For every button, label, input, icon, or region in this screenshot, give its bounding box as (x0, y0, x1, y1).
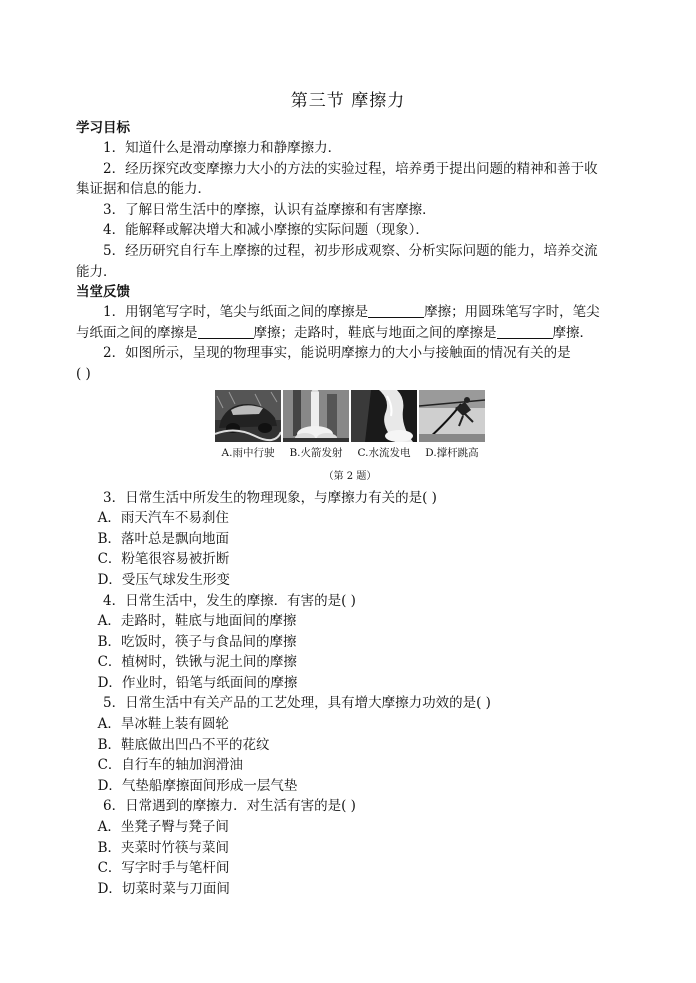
photo-rocket-launch (283, 390, 349, 442)
caption-c: C.水流发电 (357, 446, 411, 459)
question-5-option-b[interactable]: B．鞋底做出凹凸不平的花纹 (97, 736, 270, 753)
question-2-figure (76, 390, 624, 484)
question-4-option-c[interactable]: C．植树时，铁锹与泥土间的摩擦 (97, 654, 297, 671)
question-6-option-d[interactable]: D．切菜时菜与刀面间 (97, 880, 230, 897)
photo-water-flow (351, 390, 417, 442)
question-1-text-b: 摩擦；用圆珠笔写字时，笔尖 (424, 304, 600, 321)
question-1-text-d: 摩擦；走路时，鞋底与地面之间的摩擦是 (253, 324, 497, 341)
answer-blank-2[interactable] (198, 324, 254, 339)
objective-4: 4．能解释或解决增大和减小摩擦的实际问题（现象）． (103, 222, 429, 239)
question-4-option-d[interactable]: D．作业时，铅笔与纸面间的摩擦 (97, 674, 298, 691)
question-3-stem: 3．日常生活中所发生的物理现象，与摩擦力有关的是( ) (103, 489, 437, 506)
question-2-stem: 2．如图所示，呈现的物理事实，能说明摩擦力的大小与接触面的情况有关的是 (103, 345, 571, 362)
objective-2: 2．经历探究改变摩擦力大小的方法的实验过程，培养勇于提出问题的精神和善于收 (103, 160, 598, 177)
answer-blank-1[interactable] (368, 303, 424, 318)
question-6-option-a[interactable]: A．坐凳子臀与凳子间 (97, 819, 229, 836)
objective-1: 1．知道什么是滑动摩擦力和静摩擦力． (103, 140, 342, 156)
caption-b: B.火箭发射 (289, 446, 343, 459)
objective-5-cont: 能力． (76, 263, 117, 280)
question-3-option-c[interactable]: C．粉笔很容易被折断 (97, 551, 230, 568)
question-5-option-c[interactable]: C．自行车的轴加润滑油 (97, 757, 243, 774)
question-1-text-e: 摩擦． (552, 324, 593, 341)
question-5-option-d[interactable]: D．气垫船摩擦面间形成一层气垫 (97, 777, 298, 794)
objective-3: 3．了解日常生活中的摩擦，认识有益摩擦和有害摩擦． (103, 201, 436, 218)
question-6-option-c[interactable]: C．写字时手与笔杆间 (97, 860, 230, 877)
question-1-line-1 (76, 302, 624, 323)
question-2-paren: ( ) (76, 365, 91, 382)
feedback-heading: 当堂反馈 (76, 284, 130, 301)
caption-a: A.雨中行驶 (221, 446, 275, 459)
question-6-option-b[interactable]: B．夹菜时竹筷与菜间 (97, 839, 230, 856)
caption-d: D.撑杆跳高 (425, 446, 479, 459)
question-6-stem: 6．日常遇到的摩擦力．对生活有害的是( ) (103, 798, 356, 815)
question-4-stem: 4．日常生活中，发生的摩擦．有害的是( ) (103, 592, 356, 609)
question-4-option-b[interactable]: B．吃饭时，筷子与食品间的摩擦 (97, 633, 297, 650)
figure-caption: （第 2 题） (323, 470, 377, 482)
page-title: 第三节 摩擦力 (290, 91, 406, 111)
question-5-option-a[interactable]: A．旱冰鞋上装有圆轮 (97, 716, 229, 733)
question-3-option-d[interactable]: D．受压气球发生形变 (97, 571, 230, 588)
objective-5: 5．经历研究自行车上摩擦的过程，初步形成观察、分析实际问题的能力，培养交流 (103, 242, 598, 259)
question-5-stem: 5．日常生活中有关产品的工艺处理，具有增大摩擦力功效的是( ) (103, 695, 491, 712)
question-1-text-c: 与纸面之间的摩擦是 (76, 324, 198, 341)
question-3-option-a[interactable]: A．雨天汽车不易刹住 (97, 510, 229, 527)
answer-blank-3[interactable] (497, 324, 553, 339)
content (76, 118, 624, 899)
photo-car-in-rain (215, 390, 281, 442)
question-1-line-2 (76, 323, 624, 344)
question-4-option-a[interactable]: A．走路时，鞋底与地面间的摩擦 (97, 613, 297, 630)
photo-pole-vault (419, 390, 485, 442)
objectives-heading: 学习目标 (76, 120, 130, 136)
question-3-option-b[interactable]: B．落叶总是飘向地面 (97, 530, 230, 547)
question-1-text-a: 1．用钢笔写字时，笔尖与纸面之间的摩擦是 (103, 304, 369, 321)
objective-2-cont: 集证据和信息的能力． (76, 181, 211, 198)
